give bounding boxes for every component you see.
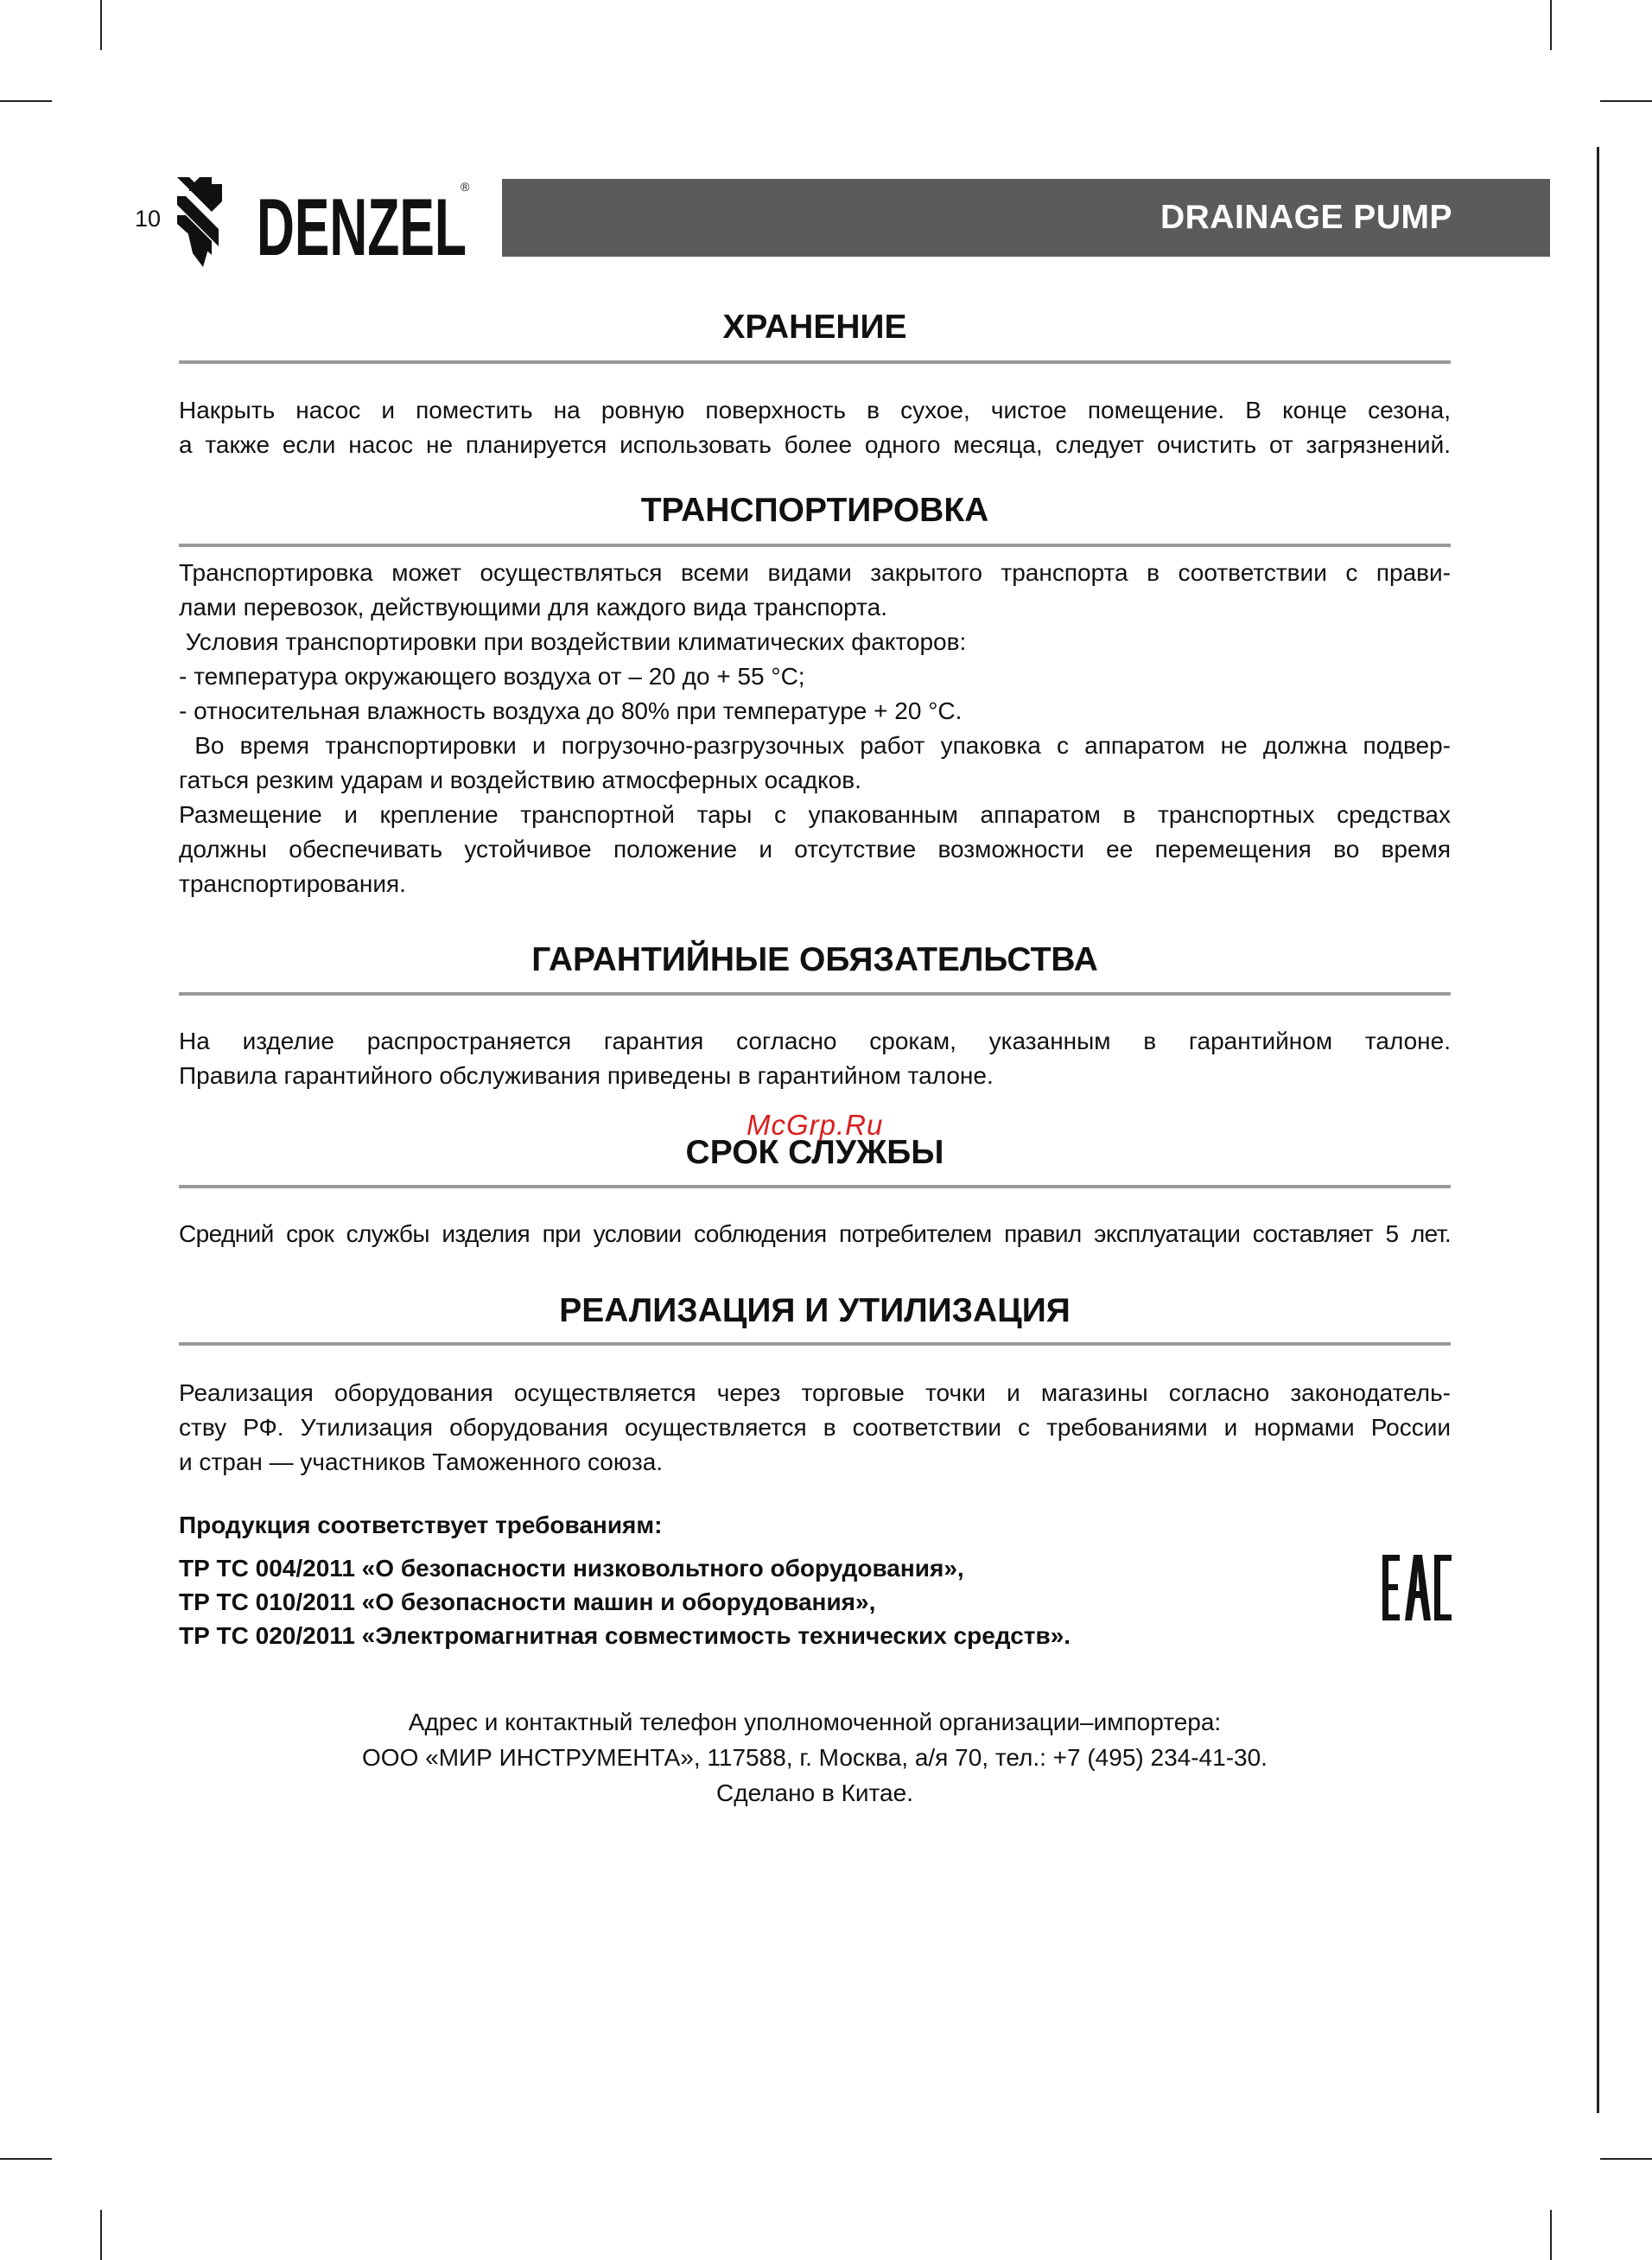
text-line: гаться резким ударам и воздействию атмосферных осадков. [179,767,861,793]
text-line: лами перевозок, действующими для каждого вида транспорта. [179,594,887,621]
standard-item: ТР ТС 020/2011 «Электромагнитная совместимость технических средств». [179,1622,1071,1649]
storage-text [179,393,1451,462]
watermark: McGrp.Ru [747,1109,884,1141]
crop-mark [0,2158,52,2160]
transport-heading: ТРАНСПОРТИРОВКА [640,492,989,529]
crop-mark [1550,0,1552,50]
crop-mark [100,2210,102,2260]
standard-item: ТР ТС 010/2011 «О безопасности машин и оборудования», [179,1588,876,1615]
standard-item: ТР ТС 004/2011 «О безопасности низковольтного оборудования», [179,1555,964,1582]
crop-mark [100,0,102,50]
service-life-text [179,1217,1451,1251]
text-line: Размещение и крепление транспортной тары с упакованным аппаратом в транспортных средствах [179,801,1451,828]
text-line: Условия транспортировки при воздействии климатических факторов: [179,628,967,655]
importer-info [179,1704,1451,1811]
text-line: а также если насос не планируется использовать более одного месяца, следует очистить от загрязнений. [179,431,1451,458]
section-divider [179,1185,1451,1188]
section-divider [179,992,1451,996]
crop-mark [1600,100,1652,102]
text-line: ству РФ. Утилизация оборудования осуществляется в соответствии с требованиями и нормами России [179,1414,1451,1441]
text-line: - температура окружающего воздуха от – 20 до + 55 °C; [179,663,805,690]
section-divider [179,1342,1451,1346]
warranty-heading: ГАРАНТИЙНЫЕ ОБЯЗАТЕЛЬСТВА [531,941,1098,978]
footer-line: Адрес и контактный телефон уполномоченной организации–импортера: [408,1709,1222,1735]
warranty-text [179,1024,1451,1093]
registered-mark: ® [461,180,470,194]
text-line: транспортирования. [179,870,406,897]
compliance-intro: Продукция соответствует требованиям: [179,1512,663,1538]
page-number: 10 [135,206,162,232]
transport-text [179,556,1451,901]
text-line: Накрыть насос и поместить на ровную поверхность в сухое, чистое помещение. В конце сезона, [179,397,1451,423]
text-line: и стран — участников Таможенного союза. [179,1448,664,1475]
section-divider [179,360,1451,364]
text-line: Реализация оборудования осуществляется через торговые точки и магазины согласно законодатель- [179,1379,1451,1406]
text-line: Правила гарантийного обслуживания приведены в гарантийном талоне. [179,1062,994,1089]
disposal-heading: РЕАЛИЗАЦИЯ И УТИЛИЗАЦИЯ [559,1292,1071,1329]
footer-line: Сделано в Китае. [716,1779,913,1806]
text-line: Средний срок службы изделия при условии соблюдения потребителем правил эксплуатации составляет 5 лет. [179,1220,1451,1247]
crop-mark [0,100,52,102]
text-line: На изделие распространяется гарантия согласно срокам, указанным в гарантийном талоне. [179,1028,1451,1054]
storage-heading: ХРАНЕНИЕ [722,309,907,346]
text-line: - относительная влажность воздуха до 80% при температуре + 20 °C. [179,697,963,724]
service-life-heading: СРОК СЛУЖБЫ [685,1134,944,1171]
text-line: должны обеспечивать устойчивое положение и отсутствие возможности ее перемещения во время [179,836,1451,863]
header-title: DRAINAGE PUMP [1160,199,1452,236]
text-line: Транспортировка может осуществляться всеми видами закрытого транспорта в соответствии с прави- [179,559,1451,586]
crop-mark [1600,2158,1652,2160]
footer-line: ООО «МИР ИНСТРУМЕНТА», 117588, г. Москва, а/я 70, тел.: +7 (495) 234-41-30. [362,1744,1268,1771]
crop-mark [1550,2210,1552,2260]
text-line: Во время транспортировки и погрузочно-разгрузочных работ упаковка с аппаратом не должна подвер- [179,732,1451,759]
logo-wordmark: DENZEL [257,181,467,267]
eac-mark-icon [1382,1553,1452,1622]
section-divider [179,544,1451,547]
disposal-text [179,1376,1451,1480]
margin-line [1597,147,1599,2113]
